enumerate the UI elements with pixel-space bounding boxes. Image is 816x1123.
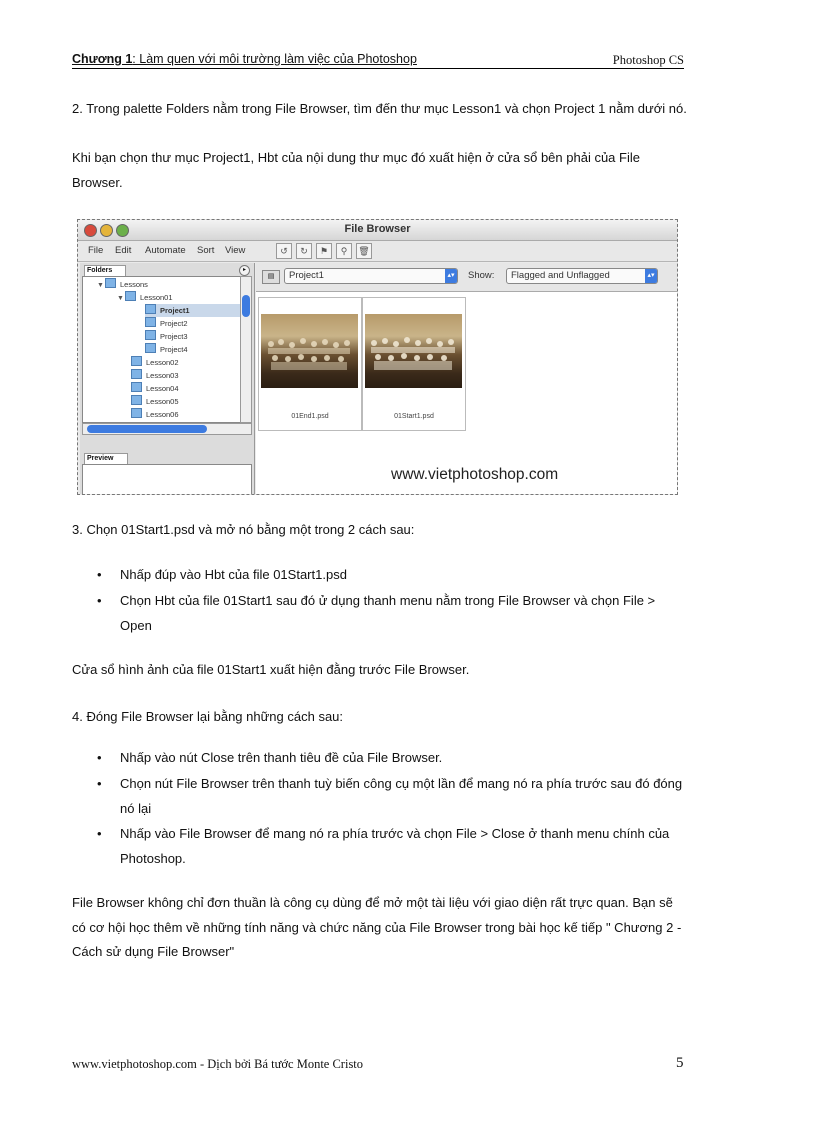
bullet-icon: •: [97, 567, 102, 582]
scroll-thumb[interactable]: [87, 425, 207, 433]
menu-sort[interactable]: Sort: [197, 245, 215, 256]
folder-select[interactable]: Project1 ▴▾: [284, 268, 458, 284]
preview-tab[interactable]: Preview: [84, 453, 128, 464]
menu-automate[interactable]: Automate: [145, 245, 186, 256]
header-product: Photoshop CS: [612, 53, 684, 67]
menu-edit[interactable]: Edit: [115, 245, 132, 256]
thumbnail-filename: 01Start1.psd: [394, 413, 434, 420]
bullet-icon: •: [97, 826, 102, 841]
step3-bullet-2: Chọn Hbt của file 01Start1 sau đó ử dụng thanh menu nằm trong File Browser và chọn File > Open: [120, 593, 656, 633]
group-photo-thumbnail: [261, 314, 358, 388]
file-browser-screenshot: [77, 219, 678, 495]
tree-item[interactable]: Lesson05: [131, 395, 179, 408]
header-chapter-title: [72, 52, 417, 66]
folder-icon: [125, 291, 136, 301]
group-photo: [365, 314, 462, 388]
page-header: [72, 52, 684, 69]
rotate-right-icon[interactable]: ↻: [296, 243, 312, 259]
tree-vertical-scrollbar[interactable]: [240, 276, 252, 423]
bullet-icon: •: [97, 776, 102, 791]
flag-icon[interactable]: ⚑: [316, 243, 332, 259]
tree-horizontal-scrollbar[interactable]: [82, 423, 252, 435]
view-mode-icon[interactable]: ▤: [262, 270, 280, 284]
group-photo: [261, 314, 358, 388]
select-arrow-icon: ▴▾: [445, 269, 457, 283]
thumbnail-item[interactable]: [362, 297, 466, 431]
thumbnail-filename: 01End1.psd: [291, 413, 329, 420]
folder-icon: [131, 369, 142, 379]
disclosure-triangle-icon[interactable]: ▼: [97, 282, 104, 289]
watermark-text: www.vietphotoshop.com: [391, 466, 559, 483]
folder-icon: [105, 278, 116, 288]
folder-icon: [145, 317, 156, 327]
paragraph-step3: 3. Chọn 01Start1.psd và mở nó bằng một trong 2 cách sau:: [72, 522, 415, 537]
preview-area: [82, 464, 252, 495]
scroll-thumb[interactable]: [242, 295, 250, 317]
step4-bullet-1: Nhấp vào nút Close trên thanh tiêu đề của File Browser.: [120, 750, 443, 765]
window-title: File Browser: [344, 223, 411, 235]
folder-icon: [131, 395, 142, 405]
thumbnail-item[interactable]: [258, 297, 362, 431]
tree-item[interactable]: ▼ Lesson01: [117, 291, 173, 304]
tree-item[interactable]: Lesson02: [131, 356, 179, 369]
search-icon[interactable]: ⚲: [336, 243, 352, 259]
browser-menubar: [78, 241, 677, 262]
paragraph-step4: 4. Đóng File Browser lại bằng những cách sau:: [72, 709, 344, 724]
show-filter-select[interactable]: Flagged and Unflagged ▴▾: [506, 268, 658, 284]
paragraph-window: Cửa sổ hình ảnh của file 01Start1 xuất hiện đằng trước File Browser.: [72, 662, 470, 677]
menu-view[interactable]: View: [225, 245, 246, 256]
header-title: : Làm quen với môi trường làm việc của Photoshop: [132, 52, 417, 66]
folders-tab[interactable]: Folders: [84, 265, 126, 276]
footer-credit: www.vietphotoshop.com - Dịch bởi Bá tước Monte Cristo: [72, 1057, 364, 1071]
step3-bullet-1: Nhấp đúp vào Hbt của file 01Start1.psd: [120, 567, 347, 582]
step4-bullet-3: Nhấp vào File Browser để mang nó ra phía trước và chọn File > Close ở thanh menu chính của Photoshop.: [120, 826, 670, 866]
tree-item[interactable]: Lesson06: [131, 408, 179, 421]
rotate-left-icon[interactable]: ↺: [276, 243, 292, 259]
paragraph-step2: 2. Trong palette Folders nằm trong File Browser, tìm đến thư mục Lesson1 và chọn Project 1 nằm dưới nó.: [72, 101, 687, 116]
select-arrow-icon: ▴▾: [645, 269, 657, 283]
folder-icon: [145, 343, 156, 353]
trash-icon[interactable]: 🗑: [356, 243, 372, 259]
bullet-icon: •: [97, 750, 102, 765]
tree-item-selected[interactable]: Project1: [145, 304, 241, 317]
thumbnail-toolbar: [256, 263, 677, 292]
show-label: Show:: [468, 270, 495, 281]
disclosure-triangle-icon[interactable]: ▼: [117, 295, 124, 302]
folder-icon: [145, 330, 156, 340]
folder-icon: [131, 356, 142, 366]
panel-menu-icon[interactable]: ▸: [239, 265, 250, 276]
bullet-icon: •: [97, 593, 102, 608]
folders-panel: [80, 263, 255, 494]
folder-icon: [131, 382, 142, 392]
folder-tree: [82, 276, 242, 423]
paragraph-final: File Browser không chỉ đơn thuần là công cụ dùng để mở một tài liệu với giao diện rất trực quan. Bạn sẽ có cơ hội học thêm về những tính năng và chức năng của File Browser trong bài học kế tiếp " Chương 2 - Cách sử dụng File Browser": [72, 895, 682, 959]
tree-item[interactable]: Project3: [145, 330, 188, 343]
menu-file[interactable]: File: [88, 245, 104, 256]
header-chapter: Chương 1: [72, 52, 133, 66]
page-number: 5: [676, 1055, 684, 1071]
tree-item[interactable]: Project2: [145, 317, 188, 330]
step4-bullet-2: Chọn nút File Browser trên thanh tuỳ biến công cụ một lần để mang nó ra phía trước sau đó đóng nó lại: [120, 776, 683, 816]
group-photo-thumbnail: [365, 314, 462, 388]
tree-item[interactable]: Lesson03: [131, 369, 179, 382]
folder-icon: [131, 408, 142, 418]
paragraph-step2b: Khi bạn chọn thư mục Project1, Hbt của nội dung thư mục đó xuất hiện ở cửa sổ bên phải của File Browser.: [72, 150, 640, 190]
window-titlebar: [78, 220, 677, 241]
tree-item[interactable]: Lesson04: [131, 382, 179, 395]
tree-item[interactable]: ▼ Lessons: [97, 278, 148, 291]
thumbnail-panel: [256, 263, 677, 494]
folder-icon: [145, 304, 156, 314]
tree-item[interactable]: Project4: [145, 343, 188, 356]
